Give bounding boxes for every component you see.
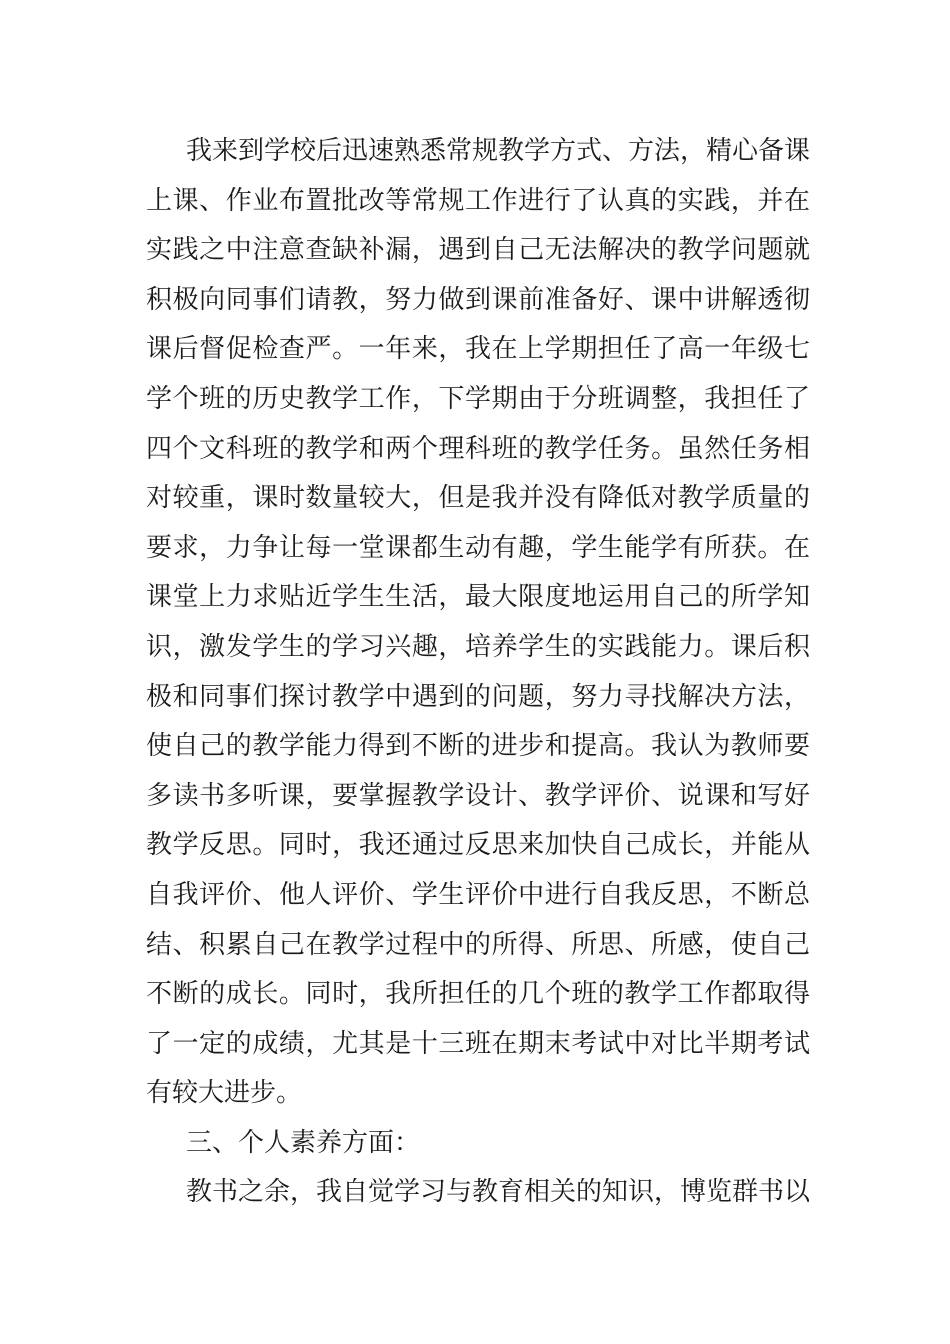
paragraph-line: 识，激发学生的学习兴趣，培养学生的实践能力。课后积 xyxy=(146,631,810,662)
paragraph-line: 课后督促检查严。一年来，我在上学期担任了高一年级七 xyxy=(146,334,810,365)
paragraph-line: 我来到学校后迅速熟悉常规教学方式、方法，精心备课 xyxy=(186,136,811,166)
paragraph-line: 对较重，课时数量较大，但是我并没有降低对教学质量的 xyxy=(146,483,810,514)
paragraph-line: 多读书多听课，要掌握教学设计、教学评价、说课和写好 xyxy=(146,780,810,811)
paragraph-line: 使自己的教学能力得到不断的进步和提高。我认为教师要 xyxy=(146,731,810,762)
paragraph-line: 了一定的成绩，尤其是十三班在期末考试中对比半期考试 xyxy=(146,1028,810,1059)
paragraph-line: 教学反思。同时，我还通过反思来加快自己成长，并能从 xyxy=(146,830,810,861)
paragraph-line: 上课、作业布置批改等常规工作进行了认真的实践，并在 xyxy=(146,185,810,216)
paragraph-line: 实践之中注意查缺补漏，遇到自己无法解决的教学问题就 xyxy=(146,235,810,266)
paragraph-line: 四个文科班的教学和两个理科班的教学任务。虽然任务相 xyxy=(146,433,810,464)
paragraph-line: 结、积累自己在教学过程中的所得、所思、所感，使自己 xyxy=(146,929,810,960)
paragraph-line: 教书之余，我自觉学习与教育相关的知识，博览群书以 xyxy=(186,1177,811,1208)
paragraph-line: 学个班的历史教学工作，下学期由于分班调整，我担任了 xyxy=(146,383,810,414)
paragraph-line: 自我评价、他人评价、学生评价中进行自我反思，不断总 xyxy=(146,879,810,910)
paragraph-line: 积极向同事们请教，努力做到课前准备好、课中讲解透彻 xyxy=(146,284,810,315)
section-heading: 三、个人素养方面： xyxy=(186,1127,421,1158)
paragraph-line: 课堂上力求贴近学生生活，最大限度地运用自己的所学知 xyxy=(146,582,810,613)
paragraph-line: 不断的成长。同时，我所担任的几个班的教学工作都取得 xyxy=(146,979,810,1010)
paragraph-line: 有较大进步。 xyxy=(146,1078,303,1109)
paragraph-line: 要求，力争让每一堂课都生动有趣，学生能学有所获。在 xyxy=(146,532,810,563)
document-body xyxy=(146,127,810,1218)
paragraph-line: 极和同事们探讨教学中遇到的问题，努力寻找解决方法， xyxy=(146,681,810,712)
